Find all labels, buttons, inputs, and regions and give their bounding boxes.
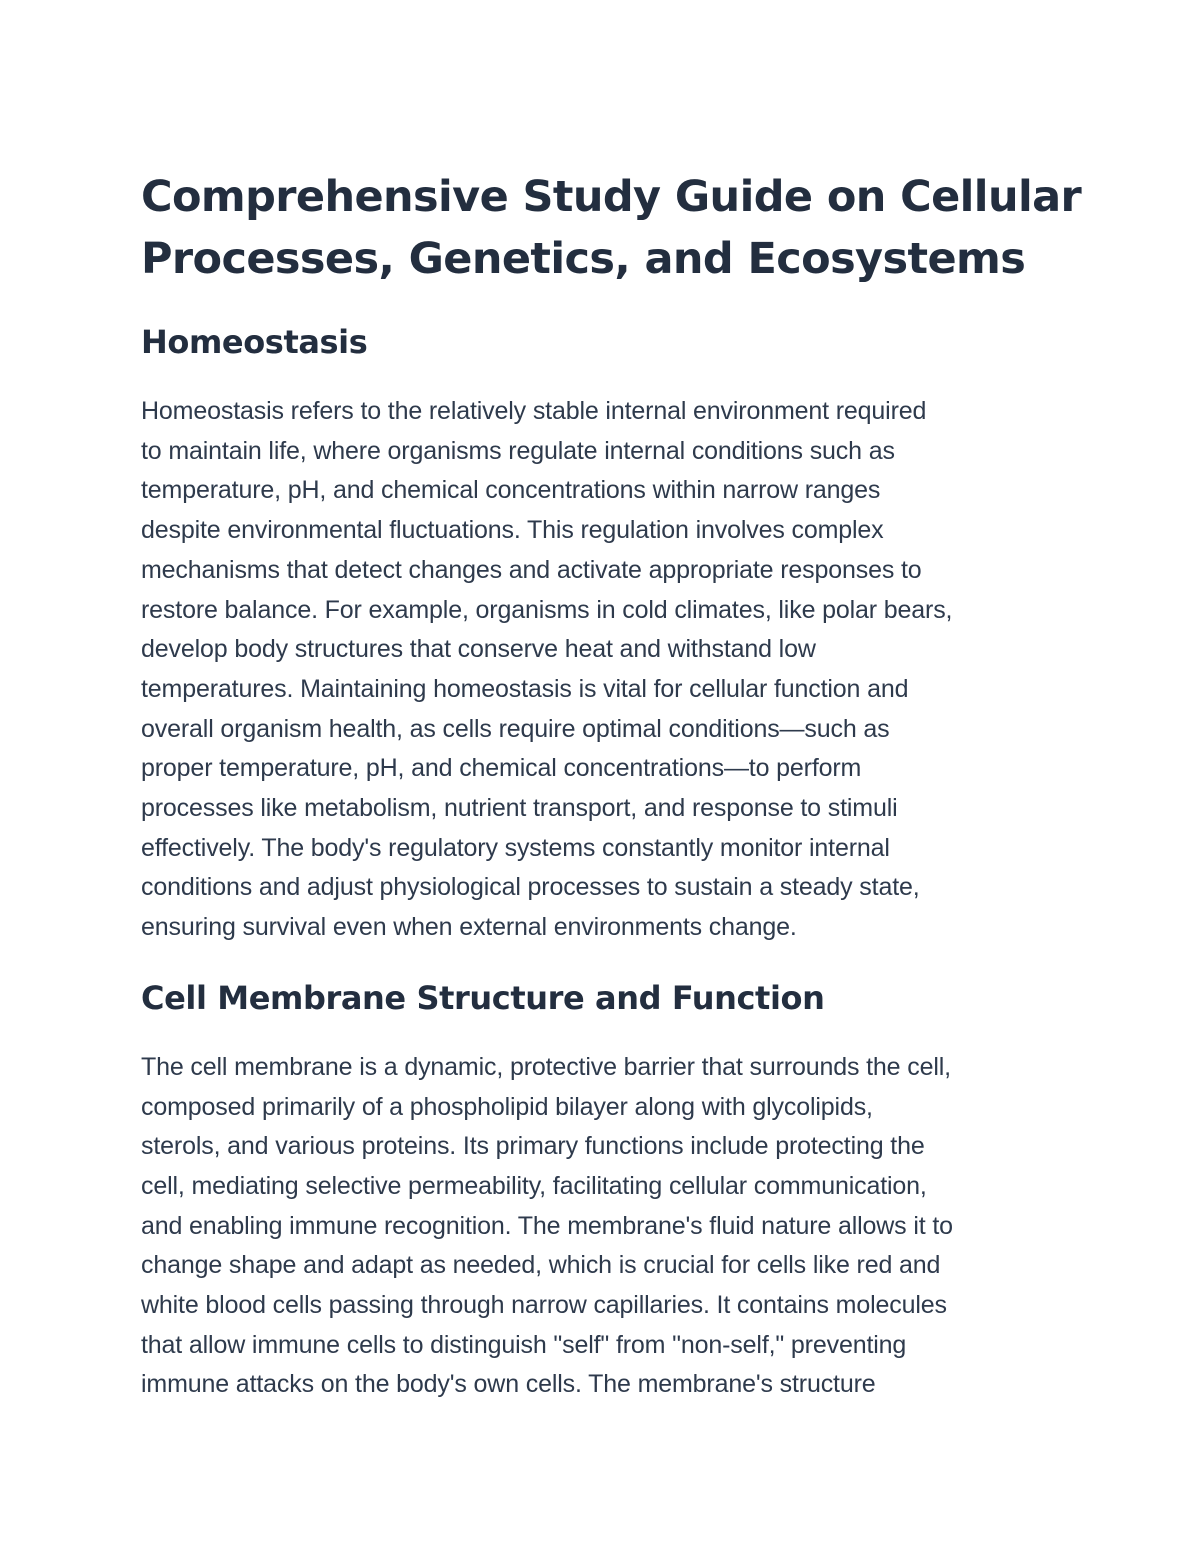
paragraph-line: Homeostasis refers to the relatively stable internal environment required [141, 397, 927, 425]
title-line: Processes, Genetics, and Ecosystems [141, 234, 1026, 284]
paragraph-line: develop body structures that conserve heat and withstand low [141, 635, 816, 664]
paragraph-line: that allow immune cells to distinguish "self" from "non-self," preventing [141, 1330, 907, 1359]
paragraph-line: sterols, and various proteins. Its primary functions include protecting the [141, 1132, 925, 1161]
paragraph-line: despite environmental fluctuations. This regulation involves complex [141, 516, 884, 545]
document-title [141, 166, 1082, 290]
paragraph-line: temperatures. Maintaining homeostasis is vital for cellular function and [141, 674, 909, 703]
paragraph-line: processes like metabolism, nutrient transport, and response to stimuli [141, 794, 898, 823]
section-paragraph [141, 1048, 1071, 1405]
title-line: Comprehensive Study Guide on Cellular [141, 172, 1082, 222]
paragraph-line: temperature, pH, and chemical concentrations within narrow ranges [141, 476, 881, 505]
paragraph-line: and enabling immune recognition. The membrane's fluid nature allows it to [141, 1211, 953, 1240]
paragraph-line: overall organism health, as cells require optimal conditions—such as [141, 714, 890, 743]
paragraph-line: composed primarily of a phospholipid bilayer along with glycolipids, [141, 1092, 873, 1121]
paragraph-line: white blood cells passing through narrow capillaries. It contains molecules [141, 1291, 947, 1320]
document-page [141, 166, 1082, 1405]
paragraph-line: mechanisms that detect changes and activate appropriate responses to [141, 555, 922, 584]
section-homeostasis [141, 322, 1071, 948]
paragraph-line: immune attacks on the body's own cells. The membrane's structure [141, 1370, 876, 1399]
section-paragraph [141, 392, 1071, 948]
section-heading: Homeostasis [141, 323, 368, 361]
section-cell-membrane [141, 978, 1071, 1405]
paragraph-line: The cell membrane is a dynamic, protective barrier that surrounds the cell, [141, 1052, 951, 1081]
section-heading: Cell Membrane Structure and Function [141, 978, 825, 1017]
paragraph-line: effectively. The body's regulatory systems constantly monitor internal [141, 833, 890, 862]
paragraph-line: cell, mediating selective permeability, facilitating cellular communication, [141, 1171, 927, 1200]
paragraph-line: proper temperature, pH, and chemical concentrations—to perform [141, 754, 862, 783]
paragraph-line: restore balance. For example, organisms in cold climates, like polar bears, [141, 595, 953, 624]
paragraph-line: conditions and adjust physiological processes to sustain a steady state, [141, 873, 920, 902]
paragraph-line: to maintain life, where organisms regulate internal conditions such as [141, 436, 895, 465]
paragraph-line: ensuring survival even when external environments change. [141, 913, 797, 942]
paragraph-line: change shape and adapt as needed, which is crucial for cells like red and [141, 1251, 941, 1280]
